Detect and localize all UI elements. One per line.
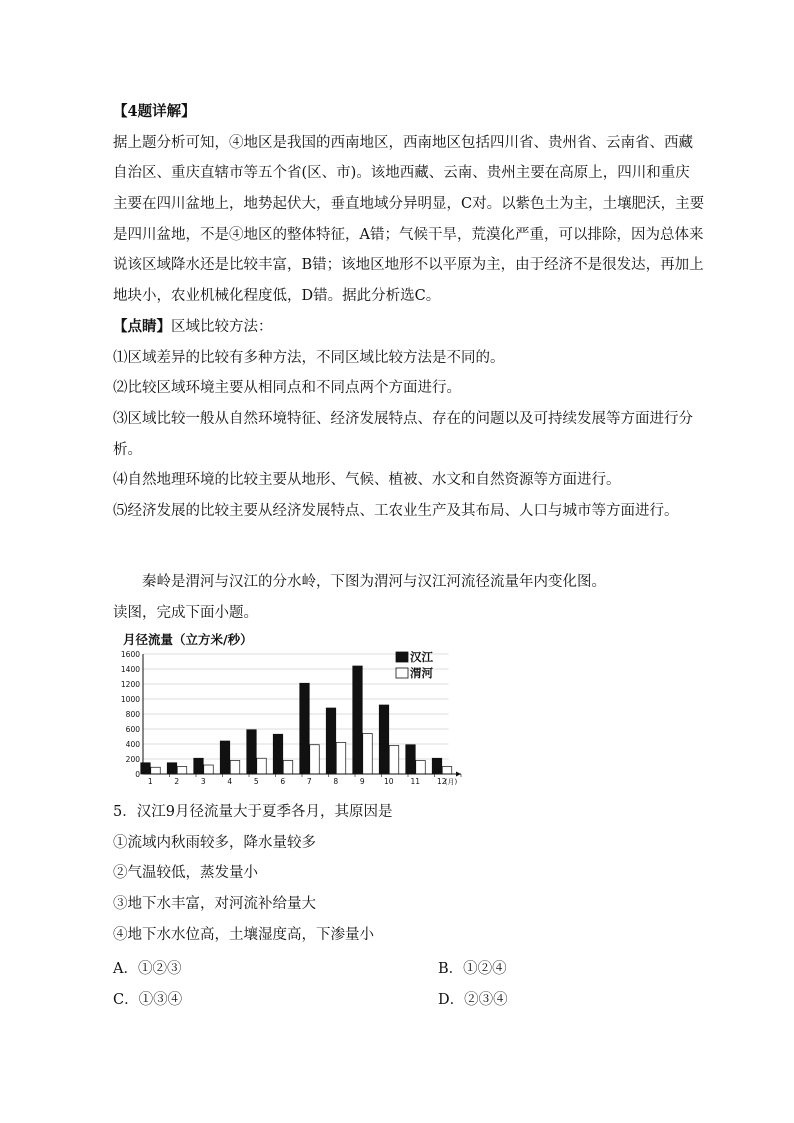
bar-weihe — [363, 734, 373, 775]
y-tick-label: 1200 — [120, 680, 140, 689]
chart-legend — [396, 650, 433, 680]
bar-weihe — [257, 758, 267, 774]
y-tick-label: 1000 — [120, 695, 140, 704]
tip-item: ⑴区域差异的比较有多种方法，不同区域比较方法是不同的。 — [113, 349, 505, 366]
intro-line-1: 秦岭是渭河与汉江的分水岭，下图为渭河与汉江河流径流量年内变化图。 — [142, 574, 606, 590]
bar-weihe — [336, 743, 346, 775]
bar-weihe — [204, 765, 214, 774]
question-5 — [113, 797, 688, 950]
intro-line-2: 读图，完成下面小题。 — [113, 604, 258, 621]
explanation-line: 是四川盆地，不是④地区的整体特征，A错；气候干旱，荒漠化严重，可以排除，因为总体来 — [113, 226, 704, 243]
bar-hanjiang — [379, 705, 389, 774]
chart-y-ticks — [121, 650, 140, 779]
bar-weihe — [389, 746, 399, 775]
bar-weihe — [442, 767, 452, 775]
chart-x-ticks — [148, 774, 461, 786]
x-tick-label: 1 — [147, 777, 153, 786]
tip-item: ⑷自然地理环境的比较主要从地形、气候、植被、水文和自然资源等方面进行。 — [113, 472, 621, 489]
y-tick-label: 600 — [125, 725, 140, 734]
bar-hanjiang — [406, 745, 416, 774]
option-a[interactable]: A．①②③ — [113, 961, 182, 977]
tip-item: ⑸经济发展的比较主要从经济发展特点、工农业生产及其布局、人口与城市等方面进行。 — [113, 502, 679, 519]
option-b[interactable]: B．①②④ — [438, 961, 507, 977]
question-statement: ①流域内秋雨较多，降水量较多 — [113, 834, 316, 851]
option-d[interactable]: D．②③④ — [438, 992, 508, 1008]
bar-hanjiang — [326, 708, 336, 774]
question-statement: ③地下水丰富，对河流补给量大 — [113, 896, 316, 913]
explanation-line: 自治区、重庆直辖市等五个省(区、市)。该地西藏、云南、贵州主要在高原上，四川和重庆 — [113, 165, 690, 182]
x-unit-label: (月) — [444, 778, 458, 786]
x-tick-label: 11 — [410, 777, 421, 786]
x-tick-label: 2 — [174, 777, 180, 786]
explanation-line: 地块小，农业机械化程度低，D错。据此分析选C。 — [113, 288, 441, 305]
runoff-chart — [113, 628, 473, 788]
question-statement: ④地下水水位高，土壤湿度高，下渗量小 — [113, 926, 374, 943]
x-tick-label: 8 — [333, 777, 339, 786]
tip-item: ⑶区域比较一般从自然环境特征、经济发展特点、存在的问题以及可持续发展等方面进行分 — [113, 410, 693, 427]
explanation-line: 主要在四川盆地上，地势起伏大，垂直地域分异明显，C对。以紫色土为主，土壤肥沃，主要 — [113, 196, 705, 213]
bar-weihe — [151, 767, 161, 774]
tip-heading: 【点睛】 — [113, 317, 171, 335]
question-stem: 5．汉江9月径流量大于夏季各月，其原因是 — [113, 804, 393, 820]
option-c[interactable]: C．①③④ — [113, 992, 183, 1008]
x-tick-label: 9 — [359, 777, 365, 786]
bar-hanjiang — [220, 741, 230, 774]
x-tick-label: 12 — [436, 777, 447, 786]
explanation-line: 据上题分析可知，④地区是我国的西南地区，西南地区包括四川省、贵州省、云南省、西藏 — [113, 134, 693, 151]
tip-header — [113, 312, 688, 343]
bar-hanjiang — [194, 758, 204, 774]
y-tick-label: 400 — [125, 740, 140, 749]
bar-weihe — [283, 761, 293, 775]
bar-weihe — [416, 761, 426, 775]
y-tick-label: 800 — [125, 710, 140, 719]
x-tick-label: 3 — [200, 777, 206, 786]
y-tick-label: 1600 — [120, 650, 140, 659]
chart-bars — [141, 666, 452, 774]
y-tick-label: 1400 — [120, 665, 140, 674]
bar-hanjiang — [273, 734, 283, 774]
chart-title: 月径流量（立方米/秒） — [123, 632, 253, 647]
tip-item: ⑵比较区域环境主要从相同点和不同点两个方面进行。 — [113, 380, 461, 397]
bar-hanjiang — [247, 730, 257, 774]
y-tick-label: 0 — [135, 770, 140, 779]
tip-title: 区域比较方法： — [171, 318, 273, 335]
x-axis-arrow — [456, 772, 461, 777]
explanation-line: 说该区域降水还是比较丰富，B错；该地区地形不以平原为主，由于经济不是很发达，再加上 — [113, 257, 704, 274]
explanation-section — [113, 97, 705, 527]
x-tick-label: 5 — [253, 777, 259, 786]
explanation-heading: 【4题详解】 — [113, 103, 196, 120]
bar-hanjiang — [353, 666, 363, 774]
bar-weihe — [310, 745, 320, 774]
x-tick-label: 7 — [306, 777, 312, 786]
bar-hanjiang — [432, 758, 442, 774]
x-tick-label: 4 — [227, 777, 233, 786]
question-statement: ②气温较低，蒸发量小 — [113, 865, 258, 882]
tip-item: 析。 — [113, 441, 142, 458]
question-intro — [113, 567, 688, 628]
runoff-chart-svg — [113, 628, 473, 788]
bar-hanjiang — [167, 763, 177, 774]
legend-label: 汉江 — [410, 650, 433, 664]
bar-weihe — [177, 767, 187, 775]
legend-swatch — [396, 668, 408, 678]
x-tick-label: 6 — [280, 777, 286, 786]
x-tick-label: 10 — [383, 777, 394, 786]
bar-hanjiang — [300, 683, 310, 774]
legend-label: 渭河 — [410, 666, 433, 680]
y-tick-label: 200 — [125, 755, 140, 764]
bar-weihe — [230, 761, 240, 775]
bar-hanjiang — [141, 763, 151, 774]
legend-swatch — [396, 652, 408, 662]
